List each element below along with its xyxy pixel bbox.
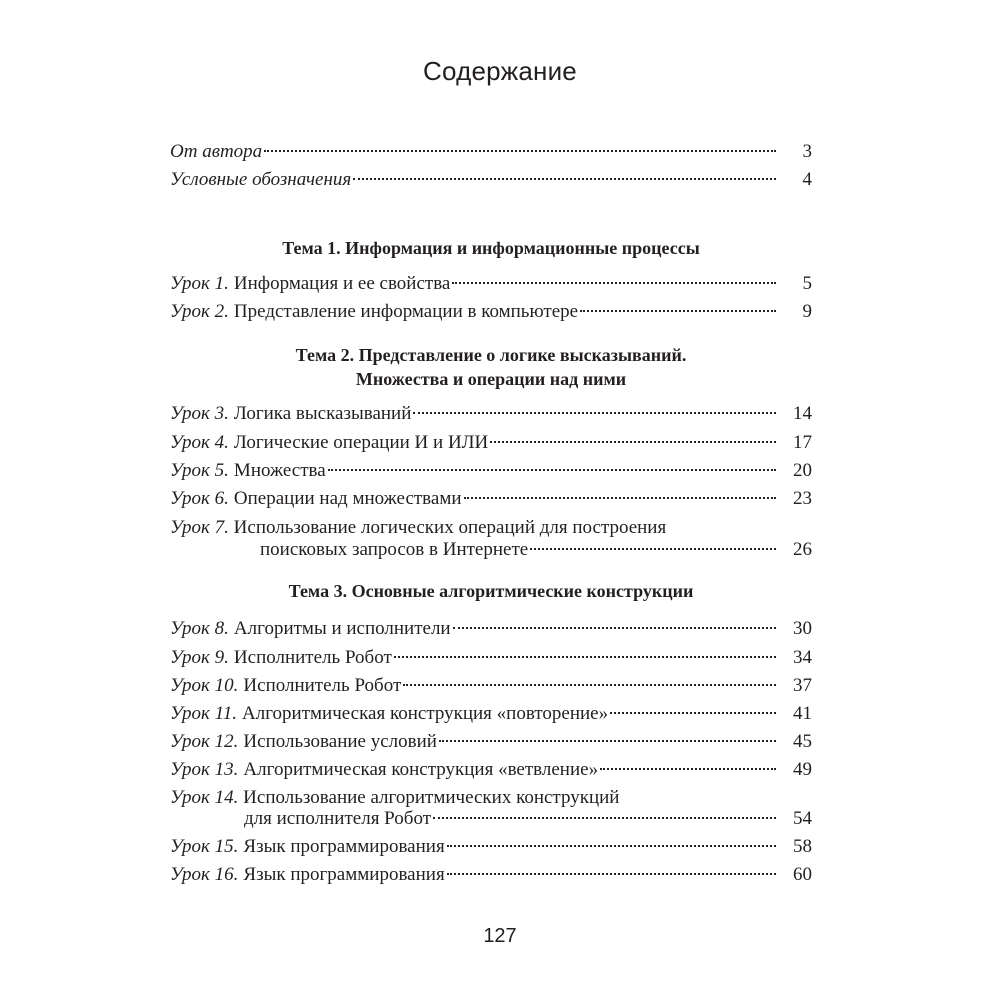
dot-leader bbox=[600, 767, 776, 770]
dot-leader bbox=[328, 468, 776, 471]
lesson-label: Урок 15. bbox=[170, 836, 239, 857]
lesson-title-continued: для исполнителя Робот bbox=[244, 808, 431, 829]
topic-3-heading bbox=[170, 579, 812, 603]
toc-entry-label: От автора bbox=[170, 141, 263, 162]
lesson-title: Логика высказываний bbox=[233, 403, 412, 424]
toc-entry bbox=[170, 861, 812, 889]
dot-leader bbox=[580, 309, 776, 312]
dot-leader bbox=[433, 816, 776, 819]
toc-page-number: 41 bbox=[793, 703, 812, 724]
lesson-title: Язык программирования bbox=[243, 864, 445, 885]
dot-leader bbox=[464, 496, 776, 499]
toc-page-number: 34 bbox=[793, 647, 812, 668]
dot-leader bbox=[447, 872, 776, 875]
toc-page-number: 54 bbox=[793, 808, 812, 829]
lesson-label: Урок 4. bbox=[170, 432, 229, 453]
toc-entry-label: Условные обозначения bbox=[170, 169, 352, 190]
toc-page-number: 3 bbox=[802, 141, 812, 162]
topic-heading-line: Множества и операции над ними bbox=[355, 369, 627, 389]
toc-entry bbox=[170, 756, 812, 784]
lesson-label: Урок 13. bbox=[170, 759, 239, 780]
page-number: 127 bbox=[483, 925, 517, 947]
lesson-label: Урок 14. bbox=[170, 787, 239, 808]
lesson-title: Логические операции И и ИЛИ bbox=[233, 432, 489, 453]
topic-1-heading bbox=[170, 236, 812, 260]
toc-entry bbox=[170, 298, 812, 326]
toc-entry bbox=[170, 615, 812, 643]
lesson-title: Использование логических операций для построения bbox=[233, 517, 667, 538]
lesson-title: Операции над множествами bbox=[233, 488, 462, 509]
toc-page-number: 17 bbox=[793, 432, 812, 453]
lesson-title: Использование алгоритмических конструкций bbox=[243, 787, 620, 808]
lesson-title: Алгоритмическая конструкция «ветвление» bbox=[243, 759, 599, 780]
dot-leader bbox=[264, 149, 776, 152]
lesson-title: Алгоритмы и исполнители bbox=[233, 618, 451, 639]
dot-leader bbox=[353, 177, 776, 180]
lesson-label: Урок 16. bbox=[170, 864, 239, 885]
lesson-label: Урок 9. bbox=[170, 647, 229, 668]
dot-leader bbox=[452, 281, 776, 284]
dot-leader bbox=[447, 844, 776, 847]
topic-2-heading bbox=[170, 343, 812, 391]
lesson-label: Урок 3. bbox=[170, 403, 229, 424]
topic-heading-line: Тема 2. Представление о логике высказываний. bbox=[295, 345, 687, 365]
toc-entry bbox=[170, 728, 812, 756]
topic-heading-line: Тема 1. Информация и информационные процессы bbox=[282, 238, 700, 258]
lesson-title: Исполнитель Робот bbox=[243, 675, 402, 696]
toc-entry bbox=[170, 270, 812, 298]
lesson-title: Исполнитель Робот bbox=[233, 647, 392, 668]
toc-page-number: 37 bbox=[793, 675, 812, 696]
toc-page-number: 4 bbox=[802, 169, 812, 190]
dot-leader bbox=[394, 655, 776, 658]
topic-heading-line: Тема 3. Основные алгоритмические конструкции bbox=[288, 581, 694, 601]
toc-page-number: 45 bbox=[793, 731, 812, 752]
lesson-label: Урок 1. bbox=[170, 273, 229, 294]
dot-leader bbox=[403, 683, 776, 686]
lesson-title: Множества bbox=[233, 460, 326, 481]
toc-entry bbox=[170, 672, 812, 700]
toc-page-number: 9 bbox=[802, 301, 812, 322]
toc-entry bbox=[170, 400, 812, 428]
toc-entry-from-author bbox=[170, 138, 812, 166]
lesson-title: Алгоритмическая конструкция «повторение» bbox=[242, 703, 609, 724]
toc-page-number: 23 bbox=[793, 488, 812, 509]
toc-page-number: 5 bbox=[802, 273, 812, 294]
toc-page-number: 30 bbox=[793, 618, 812, 639]
toc-page-number: 20 bbox=[793, 460, 812, 481]
toc-entry bbox=[170, 457, 812, 485]
lesson-title: Использование условий bbox=[243, 731, 437, 752]
toc-entry bbox=[170, 644, 812, 672]
toc-page-number: 14 bbox=[793, 403, 812, 424]
toc-entry bbox=[170, 833, 812, 861]
toc-entry-second-line bbox=[244, 805, 812, 833]
dot-leader bbox=[610, 711, 776, 714]
lesson-label: Урок 12. bbox=[170, 731, 239, 752]
lesson-label: Урок 5. bbox=[170, 460, 229, 481]
toc-page-number: 58 bbox=[793, 836, 812, 857]
lesson-label: Урок 8. bbox=[170, 618, 229, 639]
toc-entry-second-line bbox=[260, 536, 812, 564]
toc-entry bbox=[170, 429, 812, 457]
lesson-label: Урок 11. bbox=[170, 703, 238, 724]
dot-leader bbox=[490, 440, 776, 443]
lesson-title: Информация и ее свойства bbox=[233, 273, 451, 294]
dot-leader bbox=[439, 739, 776, 742]
dot-leader bbox=[413, 411, 776, 414]
toc-entry bbox=[170, 485, 812, 513]
lesson-title: Язык программирования bbox=[243, 836, 445, 857]
toc-entry bbox=[170, 700, 812, 728]
lesson-label: Урок 10. bbox=[170, 675, 239, 696]
toc-page-number: 60 bbox=[793, 864, 812, 885]
lesson-label: Урок 2. bbox=[170, 301, 229, 322]
page-title: Содержание bbox=[423, 56, 577, 86]
lesson-label: Урок 7. bbox=[170, 517, 229, 538]
lesson-title: Представление информации в компьютере bbox=[233, 301, 579, 322]
toc-entry-legend bbox=[170, 166, 812, 194]
lesson-title-continued: поисковых запросов в Интернете bbox=[260, 539, 529, 560]
dot-leader bbox=[453, 626, 776, 629]
lesson-label: Урок 6. bbox=[170, 488, 229, 509]
toc-page-number: 26 bbox=[793, 539, 812, 560]
toc-page-number: 49 bbox=[793, 759, 812, 780]
dot-leader bbox=[530, 547, 776, 550]
